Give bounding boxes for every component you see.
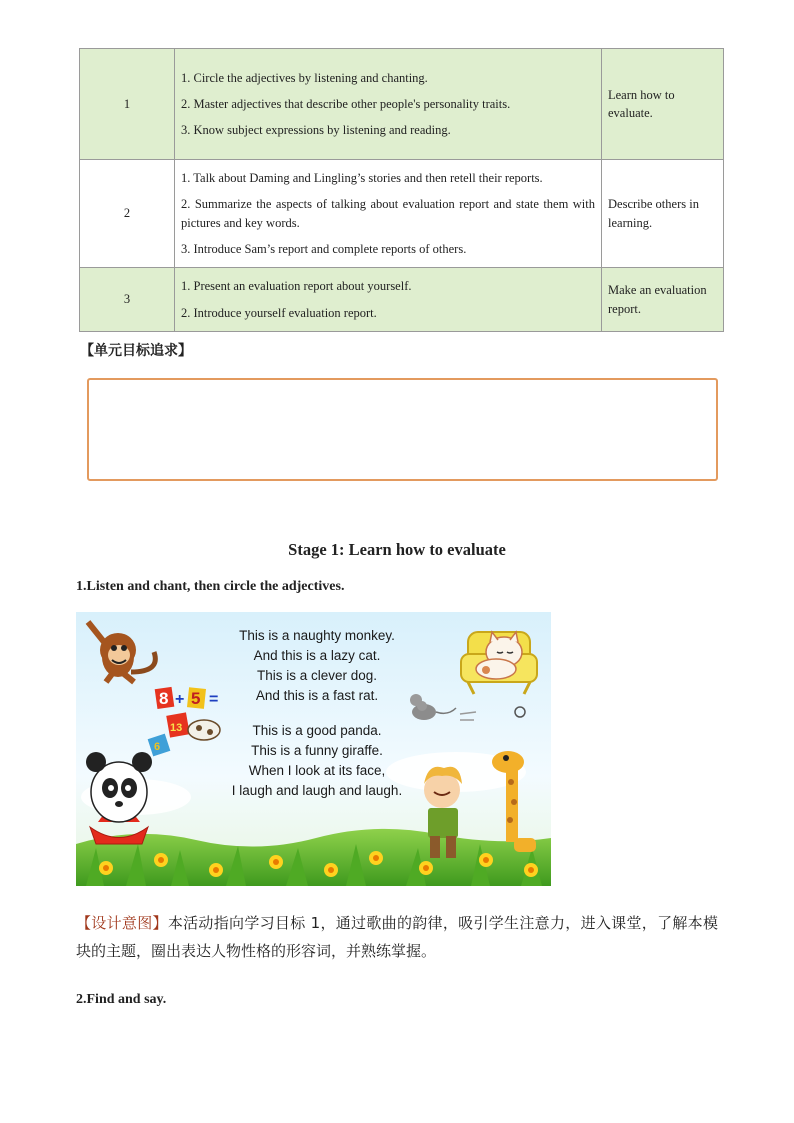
svg-text:13: 13: [170, 722, 183, 734]
goal-item: 1. Present an evaluation report about yourself.: [181, 279, 412, 294]
row-number: 2: [80, 160, 175, 268]
chant-line: This is a good panda.: [252, 723, 382, 738]
row-goals: [175, 49, 602, 160]
table-row: [80, 49, 724, 160]
stage-title: Stage 1: Learn how to evaluate: [288, 540, 506, 559]
task-1-heading: 1.Listen and chant, then circle the adjectives.: [76, 579, 345, 594]
svg-text:+: +: [175, 691, 185, 708]
goal-item: 2. Introduce yourself evaluation report.: [181, 305, 377, 320]
goal-item: 2. Master adjectives that describe other people's personality traits.: [181, 96, 511, 111]
unit-goal-heading: 【单元目标追求】: [80, 343, 192, 359]
chant-line: And this is a lazy cat.: [253, 648, 381, 663]
chant-line: And this is a fast rat.: [255, 688, 379, 703]
svg-text:8: 8: [159, 689, 169, 708]
design-intent-note: [76, 909, 718, 965]
table-row: [80, 160, 724, 268]
goal-item: 3. Introduce Sam’s report and complete reports of others.: [181, 241, 467, 256]
chant-line: This is a clever dog.: [256, 668, 378, 683]
chant-line: I laugh and laugh and laugh.: [231, 783, 403, 798]
goal-item: 3. Know subject expressions by listening and reading.: [181, 123, 451, 138]
svg-text:5: 5: [191, 689, 201, 708]
chant-line: This is a naughty monkey.: [239, 628, 395, 643]
design-intent-text: 本活动指向学习目标 1，通过歌曲的韵律，吸引学生注意力，进入课堂，了解本模块的主题，圈出表达人物性格的形容词，并熟练掌握。: [76, 914, 718, 960]
svg-text:6: 6: [154, 741, 161, 753]
goal-item: 2. Summarize the aspects of talking about evaluation report and state them with pictures and key words.: [181, 197, 595, 230]
row-goals: [175, 268, 602, 332]
row-summary: Make an evaluation report.: [602, 268, 724, 332]
table-row: [80, 268, 724, 332]
row-goals: [175, 160, 602, 268]
goal-item: 1. Talk about Daming and Lingling’s stories and then retell their reports.: [181, 171, 543, 186]
svg-text:=: =: [209, 691, 219, 708]
unit-goal-box: [87, 378, 718, 481]
chant-line: When I look at its face,: [248, 763, 386, 778]
row-number: 3: [80, 268, 175, 332]
module-goals-table: [79, 48, 724, 332]
task-2-heading: 2.Find and say.: [76, 992, 167, 1007]
design-intent-tag: 【设计意图】: [76, 914, 168, 932]
row-number: 1: [80, 49, 175, 160]
row-summary: Learn how to evaluate.: [602, 49, 724, 160]
goal-item: 1. Circle the adjectives by listening and chanting.: [181, 70, 428, 85]
row-summary: Describe others in learning.: [602, 160, 724, 268]
chant-line: This is a funny giraffe.: [251, 743, 383, 758]
chant-illustration: [76, 612, 551, 886]
